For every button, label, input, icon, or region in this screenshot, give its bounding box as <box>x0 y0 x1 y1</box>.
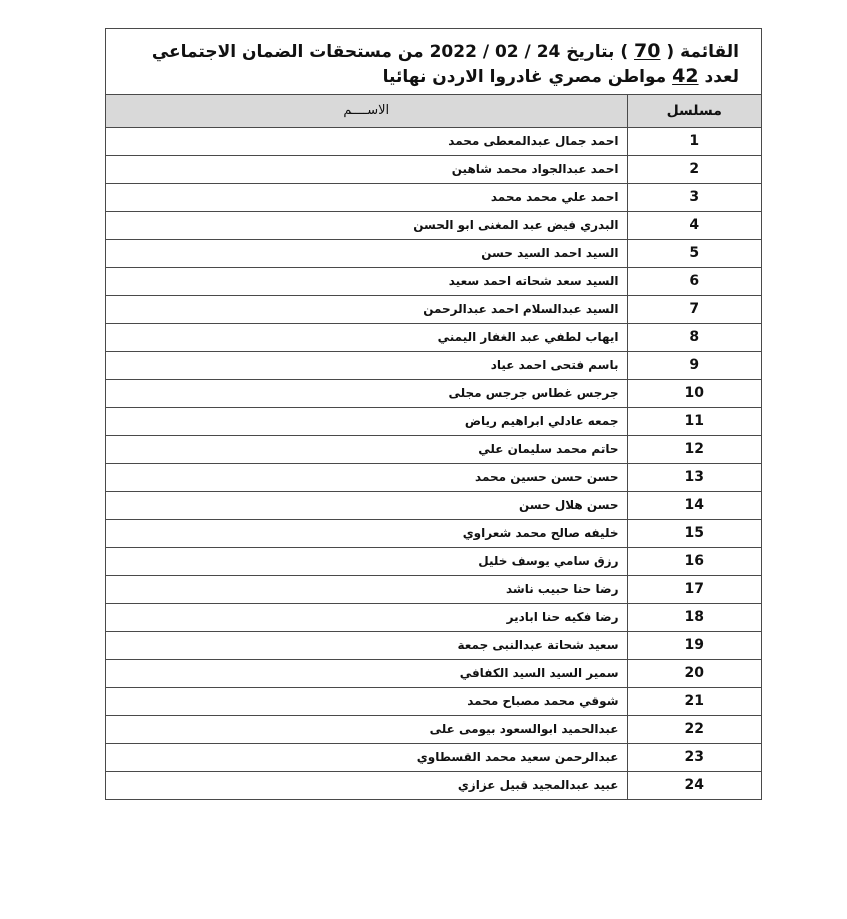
table-row <box>106 463 761 491</box>
serial-number: 10 <box>627 379 761 407</box>
citizen-name: احمد علي محمد محمد <box>106 183 627 211</box>
serial-column-header: مسلسل <box>627 95 761 127</box>
citizen-name: ايهاب لطفي عبد الغفار اليمني <box>106 323 627 351</box>
table-row <box>106 659 761 687</box>
citizen-name: خليفه صالح محمد شعراوي <box>106 519 627 547</box>
table-row <box>106 407 761 435</box>
citizen-name: السيد سعد شحاته احمد سعيد <box>106 267 627 295</box>
header-line2-end: مواطن مصري غادروا الاردن نهائيا <box>382 67 667 87</box>
document-page <box>105 28 762 800</box>
serial-number: 21 <box>627 687 761 715</box>
serial-number: 1 <box>627 127 761 155</box>
table-row <box>106 715 761 743</box>
table-row <box>106 631 761 659</box>
serial-number: 17 <box>627 575 761 603</box>
serial-number: 4 <box>627 211 761 239</box>
citizen-name: باسم فتحى احمد عياد <box>106 351 627 379</box>
citizen-name: رزق سامي يوسف خليل <box>106 547 627 575</box>
citizen-name: سعيد شحاتة عبدالنبى جمعة <box>106 631 627 659</box>
citizen-name: جمعه عادلي ابراهيم رياض <box>106 407 627 435</box>
table-row <box>106 323 761 351</box>
serial-number: 16 <box>627 547 761 575</box>
citizen-name: احمد جمال عبدالمعطى محمد <box>106 127 627 155</box>
serial-number: 15 <box>627 519 761 547</box>
table-row <box>106 687 761 715</box>
serial-number: 2 <box>627 155 761 183</box>
table-row <box>106 183 761 211</box>
citizen-name: عبدالرحمن سعيد محمد القسطاوي <box>106 743 627 771</box>
names-table <box>106 95 761 799</box>
citizen-name: جرجس غطاس جرجس مجلى <box>106 379 627 407</box>
header-line-1 <box>116 39 739 64</box>
serial-number: 23 <box>627 743 761 771</box>
header-line1-end: ) بتاريخ 24 / 02 / 2022 من مستحقات الضمان الاجتماعي <box>151 42 629 62</box>
table-row <box>106 351 761 379</box>
citizen-name: سمير السيد السيد الكفافي <box>106 659 627 687</box>
citizen-name: عبدالحميد ابوالسعود بيومى على <box>106 715 627 743</box>
serial-number: 20 <box>627 659 761 687</box>
list-header <box>106 29 761 95</box>
table-row <box>106 155 761 183</box>
table-header-row <box>106 95 761 127</box>
table-row <box>106 743 761 771</box>
serial-number: 12 <box>627 435 761 463</box>
table-row <box>106 771 761 799</box>
table-row <box>106 435 761 463</box>
table-row <box>106 519 761 547</box>
serial-number: 11 <box>627 407 761 435</box>
table-row <box>106 127 761 155</box>
table-row <box>106 575 761 603</box>
serial-number: 6 <box>627 267 761 295</box>
serial-number: 8 <box>627 323 761 351</box>
table-body <box>106 127 761 799</box>
name-column-header: الاســــم <box>106 95 627 127</box>
table-row <box>106 547 761 575</box>
citizen-name: حسن هلال حسن <box>106 491 627 519</box>
table-row <box>106 267 761 295</box>
citizen-count: 42 <box>672 65 699 87</box>
header-line1-start: القائمة ( <box>666 42 739 62</box>
serial-number: 5 <box>627 239 761 267</box>
serial-number: 7 <box>627 295 761 323</box>
serial-number: 13 <box>627 463 761 491</box>
header-line2-start: لعدد <box>704 67 739 87</box>
citizen-name: شوقي محمد مصباح محمد <box>106 687 627 715</box>
citizen-name: رضا حنا حبيب ناشد <box>106 575 627 603</box>
serial-number: 24 <box>627 771 761 799</box>
table-row <box>106 379 761 407</box>
serial-number: 3 <box>627 183 761 211</box>
citizen-name: احمد عبدالجواد محمد شاهين <box>106 155 627 183</box>
table-row <box>106 239 761 267</box>
table-row <box>106 295 761 323</box>
list-number: 70 <box>634 40 661 62</box>
citizen-name: عبيد عبدالمجيد قبيل عزازي <box>106 771 627 799</box>
table-row <box>106 211 761 239</box>
citizen-name: السيد احمد السيد حسن <box>106 239 627 267</box>
citizen-name: السيد عبدالسلام احمد عبدالرحمن <box>106 295 627 323</box>
serial-number: 9 <box>627 351 761 379</box>
citizen-name: رضا فكيه حنا ابادير <box>106 603 627 631</box>
table-row <box>106 603 761 631</box>
citizen-name: حسن حسن حسين محمد <box>106 463 627 491</box>
serial-number: 19 <box>627 631 761 659</box>
table-row <box>106 491 761 519</box>
serial-number: 14 <box>627 491 761 519</box>
citizen-name: البدري فيض عبد المغنى ابو الحسن <box>106 211 627 239</box>
serial-number: 22 <box>627 715 761 743</box>
serial-number: 18 <box>627 603 761 631</box>
citizen-name: حاتم محمد سليمان علي <box>106 435 627 463</box>
header-line-2 <box>116 64 739 89</box>
